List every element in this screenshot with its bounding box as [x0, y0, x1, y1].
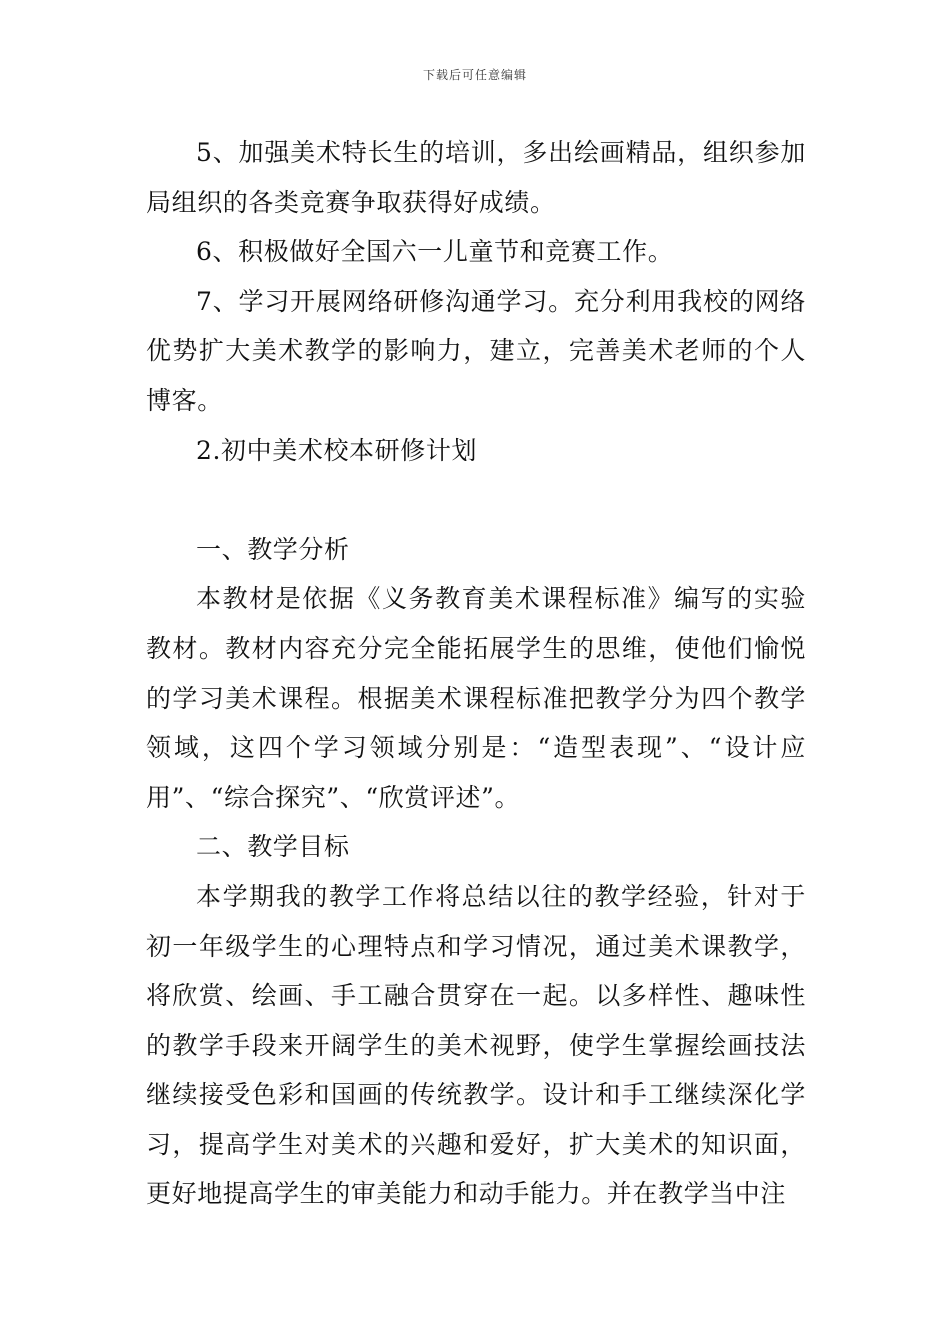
paragraph-item-6: 6、积极做好全国六一儿童节和竞赛工作。 — [196, 237, 674, 267]
section-heading-goals: 二、教学目标 — [196, 832, 350, 862]
section-heading-plan: 2.初中美术校本研修计划 — [196, 435, 478, 465]
header-note: 下载后可任意编辑 — [422, 68, 527, 82]
paragraph-item-5: 5、加强美术特长生的培训，多出绘画精品，组织参加局组织的各类竞赛争取获得好成绩。 — [146, 138, 806, 217]
paragraph-analysis: 本教材是依据《义务教育美术课程标准》编写的实验教材。教材内容充分完全能拓展学生的思维，使他们愉悦的学习美术课程。根据美术课程标准把教学分为四个教学领域，这四个学习领域分别是：“造型表现”、“设计应用”、“综合探究”、“欣赏评述”。 — [146, 584, 806, 812]
paragraph-item-7: 7、学习开展网络研修沟通学习。充分利用我校的网络优势扩大美术教学的影响力，建立，完善美术老师的个人博客。 — [146, 286, 806, 415]
paragraph-goals: 本学期我的教学工作将总结以往的教学经验，针对于初一年级学生的心理特点和学习情况，通过美术课教学，将欣赏、绘画、手工融合贯穿在一起。以多样性、趣味性的教学手段来开阔学生的美术视野，使学生掌握绘画技法继续接受色彩和国画的传统教学。设计和手工继续深化学习，提高学生对美术的兴趣和爱好，扩大美术的知识面，更好地提高学生的审美能力和动手能力。并在教学当中注 — [146, 881, 806, 1209]
section-heading-analysis: 一、教学分析 — [196, 534, 350, 564]
document-body — [146, 128, 806, 1219]
